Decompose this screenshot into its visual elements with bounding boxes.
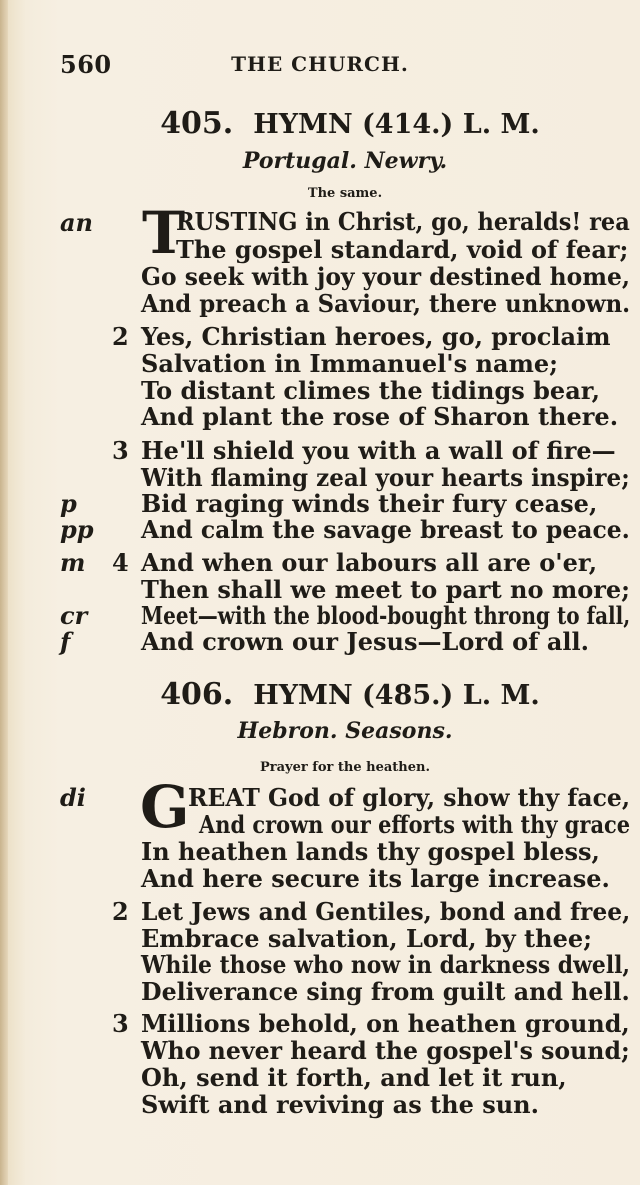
hymn-406-number: 406.	[160, 677, 234, 712]
verse-line: And preach a Saviour, there unknown.	[141, 289, 631, 318]
verse-line: And plant the rose of Sharon there.	[141, 402, 619, 431]
hymn-405-title: HYMN (414.) L. M.	[253, 109, 540, 140]
hymn-406-subject: Prayer for the heathen.	[260, 760, 430, 775]
verse-line: And crown our Jesus—Lord of all.	[141, 627, 589, 656]
verse-line: The gospel standard, void of fear;	[176, 235, 629, 264]
verse-line: Bid raging winds their fury cease,	[141, 489, 598, 518]
verse-line: Meet—with the blood-bought throng to fall,	[141, 601, 631, 630]
stanza-number: 4	[112, 548, 129, 577]
page-edge	[0, 0, 8, 1185]
dynamic-mark: an	[60, 208, 93, 237]
hymn-405-heading	[0, 106, 640, 141]
hymn-406-tunes: Hebron. Seasons.	[237, 718, 453, 744]
verse-line: He'll shield you with a wall of fire—	[141, 436, 616, 465]
verse-line: And here secure its large increase.	[141, 864, 610, 893]
dynamic-mark: f	[60, 627, 71, 656]
drop-cap-g: G	[140, 773, 190, 841]
verse-line: And when our labours all are o'er,	[141, 548, 598, 577]
verse-line: With flaming zeal your hearts inspire;	[141, 463, 630, 492]
verse-line: RUSTING in Christ, go, heralds! rea	[176, 207, 630, 236]
verse-line: Yes, Christian heroes, go, proclaim	[141, 322, 611, 351]
verse-line: Who never heard the gospel's sound;	[141, 1036, 630, 1065]
verse-line: Oh, send it forth, and let it run,	[141, 1063, 567, 1092]
verse-line: Embrace salvation, Lord, by thee;	[141, 924, 592, 953]
verse-line: Then shall we meet to part no more;	[141, 575, 630, 604]
stanza-number: 2	[112, 897, 129, 926]
stanza-number: 3	[112, 436, 129, 465]
hymn-405-tunes: Portugal. Newry.	[242, 148, 448, 174]
hymn-406-title: HYMN (485.) L. M.	[253, 680, 540, 711]
stanza-number: 3	[112, 1009, 129, 1038]
drop-cap-t: T	[142, 199, 186, 267]
stanza-number: 2	[112, 322, 129, 351]
hymn-405-subject: The same.	[307, 186, 383, 201]
verse-line: In heathen lands thy gospel bless,	[141, 837, 600, 866]
dynamic-mark: p	[60, 489, 77, 518]
verse-line: Salvation in Immanuel's name;	[141, 349, 559, 378]
verse-line: Let Jews and Gentiles, bond and free,	[141, 897, 631, 926]
running-head: THE CHURCH.	[231, 52, 409, 76]
page-number: 560	[60, 50, 112, 79]
verse-line: Deliverance sing from guilt and hell.	[141, 977, 630, 1006]
verse-line: To distant climes the tidings bear,	[141, 376, 600, 405]
verse-line: And calm the savage breast to peace.	[141, 515, 630, 544]
verse-line: While those who now in darkness dwell,	[141, 950, 631, 979]
dynamic-mark: di	[60, 783, 86, 812]
dynamic-mark: m	[60, 548, 86, 577]
dynamic-mark: pp	[60, 515, 94, 544]
verse-line: And crown our efforts with thy grace	[199, 810, 631, 839]
hymn-406-heading	[0, 677, 640, 712]
verse-line: REAT God of glory, show thy face,	[188, 783, 630, 812]
verse-line: Go seek with joy your destined home,	[141, 262, 631, 291]
verse-line: Millions behold, on heathen ground,	[141, 1009, 630, 1038]
verse-line: Swift and reviving as the sun.	[141, 1090, 539, 1119]
hymn-405-number: 405.	[160, 106, 234, 141]
dynamic-mark: cr	[60, 601, 88, 630]
